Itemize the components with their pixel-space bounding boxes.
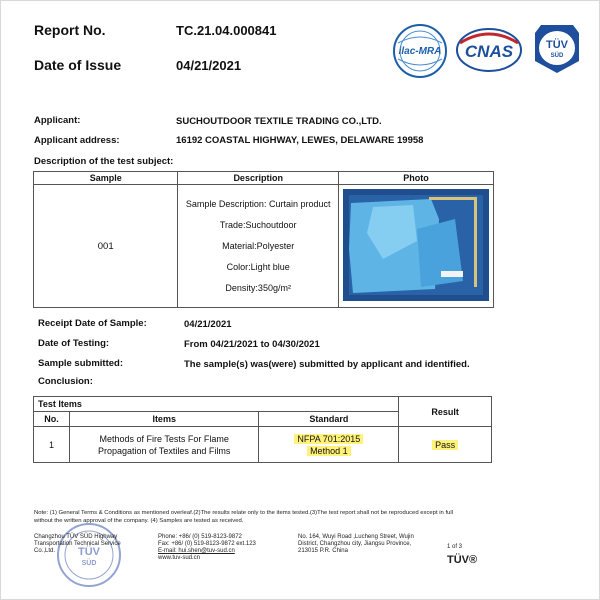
photo-column-header: Photo — [338, 172, 493, 185]
report-no-label: Report No. — [34, 22, 106, 38]
test-item-cell — [69, 427, 259, 463]
footer-address — [298, 534, 414, 555]
subject-description-label: Description of the test subject: — [34, 156, 174, 167]
standard-line: NFPA 701:2015 — [294, 434, 363, 444]
test-items-table — [33, 396, 492, 463]
date-of-issue-value: 04/21/2021 — [176, 58, 242, 73]
sample-table — [33, 171, 494, 308]
description-line: Color:Light blue — [226, 261, 290, 272]
tuv-logo-top-text: TÜV — [546, 39, 568, 51]
photo-cell — [338, 185, 493, 308]
ilac-logo-text: ilac-MRA — [398, 46, 442, 57]
result-header: Result — [399, 397, 492, 427]
stamp-bottom-text: SÜD — [81, 560, 97, 567]
test-result-cell — [399, 427, 492, 463]
report-no-value: TC.21.04.000841 — [176, 23, 277, 38]
applicant-label: Applicant: — [34, 115, 81, 126]
description-cell — [178, 185, 339, 308]
description-line: Trade:Suchoutdoor — [219, 219, 297, 230]
applicant-address-value: 16192 COASTAL HIGHWAY, LEWES, DELAWARE 19958 — [176, 135, 424, 146]
cnas-logo — [456, 27, 522, 73]
tuv-logo-bottom-text: SÜD — [550, 53, 564, 59]
date-of-issue-label: Date of Issue — [34, 57, 122, 73]
testing-date-label: Date of Testing: — [38, 338, 110, 349]
sample-submitted-value: The sample(s) was(were) submitted by applicant and identified. — [184, 359, 470, 370]
receipt-date-label: Receipt Date of Sample: — [38, 318, 147, 329]
test-item-line: Propagation of Textiles and Films — [98, 445, 231, 456]
ilac-mra-logo — [392, 23, 448, 79]
conclusion-label: Conclusion: — [38, 376, 93, 387]
standard-line: Method 1 — [307, 446, 351, 456]
description-line: Material:Polyester — [222, 240, 295, 251]
footer-website-link[interactable]: www.tuv-sud.cn — [158, 555, 201, 561]
test-items-header: Test Items — [34, 397, 399, 412]
footer-company-line: Changzhou TÜV SÜD Highway — [34, 534, 118, 540]
footer-company — [34, 534, 121, 555]
description-line: Density:350g/m² — [225, 282, 291, 293]
footer-email-link[interactable]: E-mail: hui.shen@tuv-sud.cn — [158, 548, 235, 554]
description-line: Sample Description: Curtain product — [185, 198, 331, 209]
test-no-cell: 1 — [34, 427, 70, 463]
table-row — [34, 427, 492, 463]
tuv-stamp — [55, 521, 123, 589]
sample-submitted-label: Sample submitted: — [38, 358, 123, 369]
tuv-footer-mark: TÜV® — [447, 554, 478, 566]
footer-company-line: Transportation Technical Service — [34, 541, 121, 547]
applicant-value: SUCHOUTDOOR TEXTILE TRADING CO.,LTD. — [176, 116, 382, 127]
footer-phone: Phone: +86/ (0) 519-8123-9872 — [158, 534, 242, 540]
testing-date-value: From 04/21/2021 to 04/30/2021 — [184, 339, 320, 350]
standard-header: Standard — [259, 412, 399, 427]
footer-contact — [158, 534, 256, 562]
receipt-date-value: 04/21/2021 — [184, 319, 232, 330]
footer-company-line: Co.,Ltd. — [34, 548, 56, 554]
cnas-logo-text: CNAS — [464, 42, 514, 61]
page-number: 1 of 3 — [447, 544, 463, 550]
sample-photo — [343, 189, 489, 301]
test-standard-cell — [259, 427, 399, 463]
applicant-address-label: Applicant address: — [34, 135, 120, 146]
no-header: No. — [34, 412, 70, 427]
sample-column-header: Sample — [34, 172, 178, 185]
footer-note-line-1: Note: (1) General Terms & Conditions as mentioned overleaf.(2)The results relate only to the items tested.(3)The test report shall not be reproduced except in full — [34, 510, 453, 516]
footer-address-line: 213015 P.R. China — [298, 548, 348, 554]
items-header: Items — [69, 412, 259, 427]
footer-address-line: No. 164, Wuyi Road ,Lucheng Street, Wujin — [298, 534, 414, 540]
footer-fax: Fax: +86/ (0) 519-8123-9872 ext.123 — [158, 541, 256, 547]
footer-address-line: District, Changzhou city, Jiangsu Province, — [298, 541, 412, 547]
footer-note-line-2: without the written approval of the company. (4) Samples are tested as received. — [34, 518, 244, 524]
result-value: Pass — [432, 440, 458, 450]
stamp-top-text: TÜV — [78, 546, 100, 558]
description-column-header: Description — [178, 172, 339, 185]
sample-id-cell: 001 — [34, 185, 178, 308]
test-item-line: Methods of Fire Tests For Flame — [99, 433, 229, 444]
tuv-sud-logo — [533, 23, 581, 75]
